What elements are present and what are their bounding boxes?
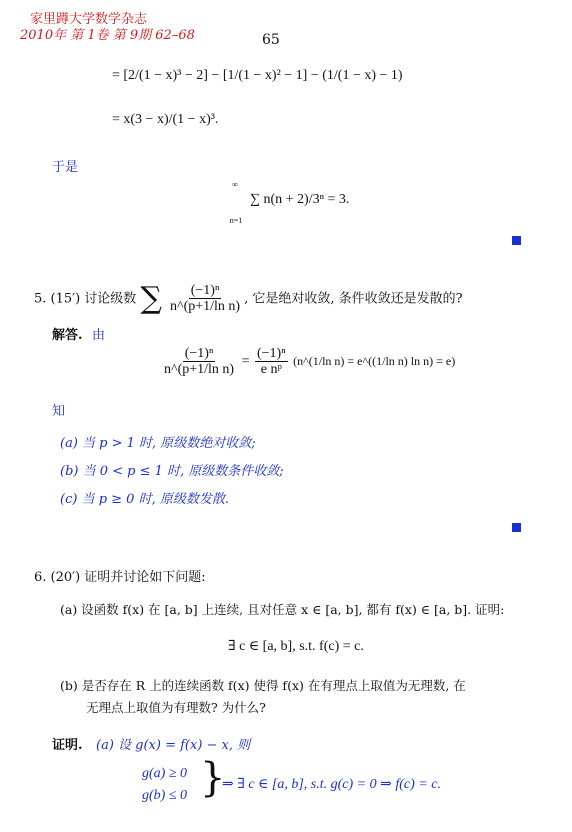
answer-by: 由 [92,328,106,343]
condition-1: g(a) ≥ 0 [142,766,188,781]
q6-label: 6. (20′) 证明并讨论如下问题: [34,570,206,585]
sigma-symbol: ∑ [140,280,162,316]
q6-part-a: (a) 设函数 f(x) 在 [a, b] 上连续, 且对任意 x ∈ [a, b], 都有 f(x) ∈ [a, b]. 证明: [60,602,505,617]
q5-item-b: (b) 当 0 < p ≤ 1 时, 原级数条件收敛; [60,464,284,479]
q5-question [34,280,463,316]
journal-title: 家里蹲大学数学杂志 [30,12,148,27]
end-of-proof-square [512,236,521,245]
q5-item-a: (a) 当 p > 1 时, 原级数绝对收敛; [60,436,256,451]
page-number: 65 [262,32,280,48]
equation-line-2: = x(3 − x)/(1 − x)³. [112,112,219,127]
q5-item-c: (c) 当 p ≥ 0 时, 原级数发散. [60,492,229,507]
q5-series-fraction: $\frac{\text{(−1)ⁿ}}{\text{n\textasciicircum{}(p+1/ln n)}}$ [170,283,241,315]
proof-label: 证明. [52,738,83,753]
end-of-proof-square-2 [512,523,521,532]
q6-part-b-line2: 无理点上取值为有理数? 为什么? [86,700,266,715]
sum-formula: ∑ n(n + 2)/3ⁿ = 3. [250,192,350,207]
q5-tail: , 它是绝对收敛, 条件收敛还是发散的? [244,291,463,307]
q6-part-a-formula: ∃ c ∈ [a, b], s.t. f(c) = c. [228,639,364,654]
brace-symbol: } [200,755,226,801]
zhi-label: 知 [52,404,66,419]
proof-text: (a) 设 g(x) = f(x) − x, 则 [96,738,251,753]
yushi-label: 于是 [52,160,79,175]
q5-paren-note: (n^(1/ln n) = e^((1/ln n) ln n) = e) [293,354,456,369]
equation-line-1: = [2/(1 − x)³ − 2] − [1/(1 − x)² − 1] − (1/(1 − x) − 1) [112,68,403,83]
conclusion: ⇒ ∃ c ∈ [a, b], s.t. g(c) = 0 ⇒ f(c) = c. [222,777,441,792]
sum-upper-limit: ∞ [232,180,238,189]
q5-label: 5. (15′) 讨论级数 [34,291,137,307]
answer-label: 解答. [52,328,83,343]
q6-part-b-line1: (b) 是否存在 R 上的连续函数 f(x) 使得 f(x) 在有理点上取值为无理数, 在 [60,678,466,693]
journal-issue: 2010年 第 1卷 第 9期 62–68 [20,28,195,43]
q5-equation: $\frac{\text{(−1)ⁿ}}{\text{n\textasciicircum{}(p+1/ln n)}}$ = $\frac{\text{(−1)ⁿ}}{\text{e nᵖ}}$ (n^(1/ln n) = e^((1/ln n) ln n) = e) [164,346,456,378]
sum-lower-limit: n=1 [229,216,243,225]
condition-2: g(b) ≤ 0 [142,788,188,803]
